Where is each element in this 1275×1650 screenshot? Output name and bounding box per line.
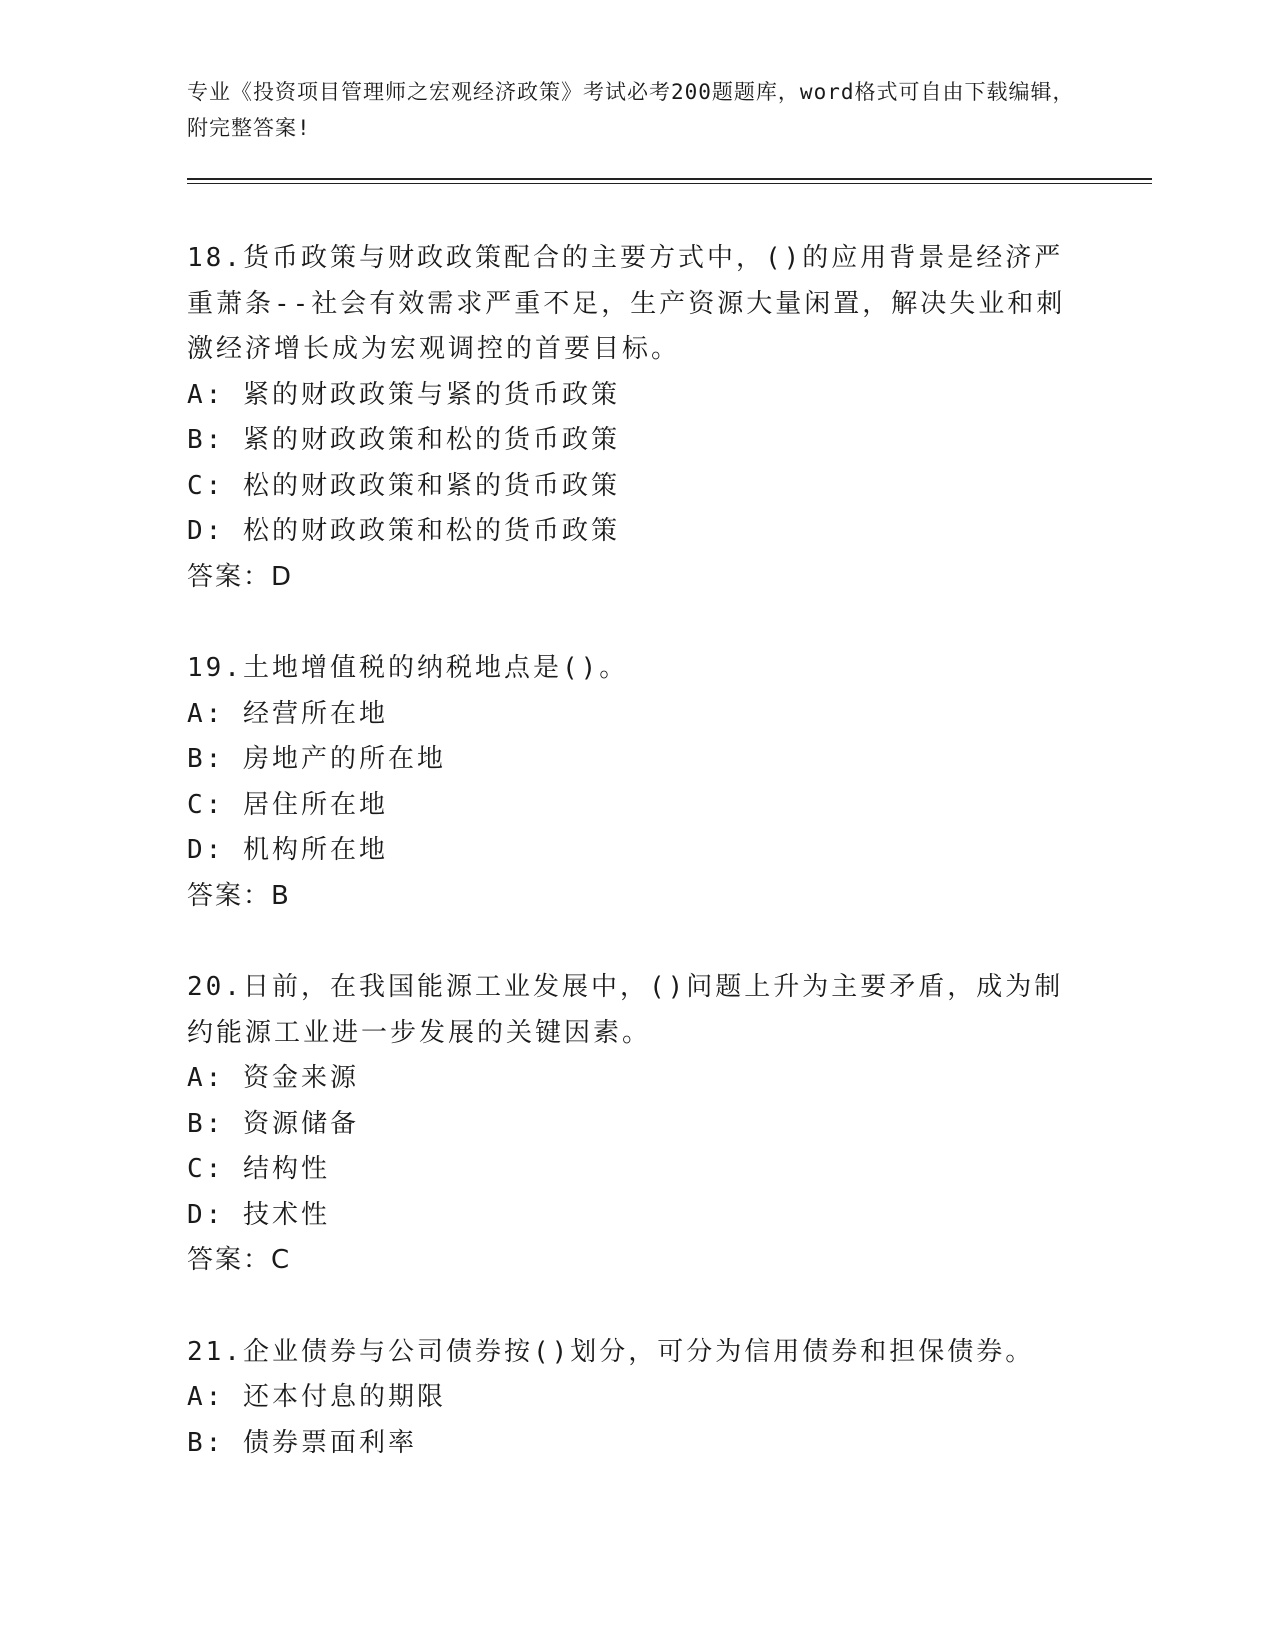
question-20 <box>187 965 1087 1284</box>
question-list <box>187 236 1087 1512</box>
option-b: B: 资源储备 <box>187 1108 359 1139</box>
option-b: B: 债券票面利率 <box>187 1427 417 1458</box>
question-21 <box>187 1330 1087 1467</box>
option-c: C: 松的财政政策和紧的货币政策 <box>187 470 620 501</box>
header-divider-thin <box>187 183 1152 184</box>
document-header: 专业《投资项目管理师之宏观经济政策》考试必考200题题库，word格式可自由下载编辑，附完整答案! <box>187 80 1075 140</box>
option-c: C: 结构性 <box>187 1154 330 1184</box>
header-divider-thick <box>187 178 1152 180</box>
answer-label: 答案：B <box>187 880 291 911</box>
option-b: B: 紧的财政政策和松的货币政策 <box>187 425 620 455</box>
question-18 <box>187 236 1087 600</box>
option-a: A: 资金来源 <box>187 1063 359 1093</box>
option-d: D: 技术性 <box>187 1199 330 1230</box>
option-d: D: 机构所在地 <box>187 835 388 865</box>
question-text: 19.土地增值税的纳税地点是()。 <box>187 653 629 683</box>
option-a: A: 经营所在地 <box>187 698 388 729</box>
answer-label: 答案：D <box>187 561 294 592</box>
option-b: B: 房地产的所在地 <box>187 744 446 774</box>
question-19 <box>187 646 1087 919</box>
question-text: 18.货币政策与财政政策配合的主要方式中，()的应用背景是经济严重萧条--社会有效需求严重不足，生产资源大量闲置，解决失业和刺激经济增长成为宏观调控的首要目标。 <box>187 243 1066 364</box>
question-text: 20.日前，在我国能源工业发展中，()问题上升为主要矛盾，成为制约能源工业进一步发展的关键因素。 <box>187 972 1064 1048</box>
answer-label: 答案：C <box>187 1245 292 1275</box>
option-d: D: 松的财政政策和松的货币政策 <box>187 516 620 546</box>
option-a: A: 紧的财政政策与紧的货币政策 <box>187 379 620 410</box>
option-c: C: 居住所在地 <box>187 789 388 820</box>
question-text: 21.企业债券与公司债券按()划分，可分为信用债券和担保债券。 <box>187 1336 1035 1367</box>
option-a: A: 还本付息的期限 <box>187 1382 446 1412</box>
